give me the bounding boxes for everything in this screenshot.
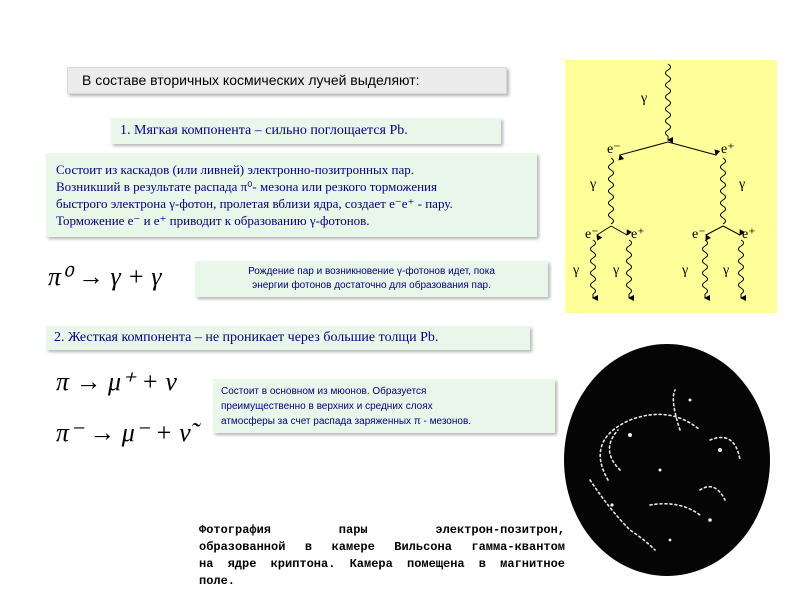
muon-note <box>213 379 555 433</box>
cascade-diagram <box>565 60 777 313</box>
cloud-chamber-photo-svg <box>560 340 775 580</box>
soft-component-box <box>111 118 501 144</box>
photo-caption-line: образованной в камере Вильсона гамма-квантом <box>199 540 565 554</box>
gamma-label: γ <box>682 263 689 278</box>
gamma-label: γ <box>573 263 580 278</box>
cascade-line: Торможение e⁻ и e⁺ приводит к образованию γ-фотонов. <box>56 213 370 228</box>
pair-production-note <box>195 261 548 297</box>
cascade-line: Состоит из каскадов (или ливней) электронно-позитронных пар. <box>56 162 414 177</box>
gamma-label: γ <box>613 263 620 278</box>
soft-component-label: 1. Мягкая компонента – сильно поглощается Pb. <box>120 123 408 138</box>
gamma-label: γ <box>739 177 746 192</box>
gamma-label: γ <box>590 177 597 192</box>
photon-line <box>666 64 671 136</box>
cloud-chamber-photo <box>560 340 775 580</box>
photo-caption-line: Фотография пары электрон-позитрон, <box>199 523 565 537</box>
gamma-label: γ <box>641 91 648 106</box>
cascade-diagram-svg <box>565 60 777 313</box>
photo-caption-line: поле. <box>199 574 236 588</box>
photo-caption-line: на ядре криптона. Камера помещена в магнитное <box>199 557 565 571</box>
slide-title: В составе вторичных космических лучей выделяют: <box>82 72 420 88</box>
electron-label: e⁻ <box>692 227 706 242</box>
electron-label: e⁻ <box>585 227 599 242</box>
slide-title-box <box>67 67 507 94</box>
electron-label: e⁻ <box>607 142 621 157</box>
cascade-line: Возникший в результате распада π⁰- мезона или резкого торможения <box>56 179 437 194</box>
hard-component-label: 2. Жесткая компонента – не проникает через большие толщи Pb. <box>54 330 439 345</box>
formula-pi0: π⁰ → γ + γ <box>48 262 162 291</box>
muon-note-line: Состоит в основном из мюонов. Образуется <box>221 386 427 397</box>
hard-component-box <box>46 326 530 350</box>
positron-label: e⁺ <box>631 227 645 242</box>
electron-track <box>620 142 668 155</box>
formula-pi-minus: π⁻ → μ⁻ + ν̃ <box>56 418 191 447</box>
muon-note-line: атмосферы за счет распада заряженных π - мезонов. <box>221 416 472 427</box>
pair-note-line: Рождение пар и возникновение γ-фотонов идет, пока <box>248 266 495 277</box>
positron-label: e⁺ <box>721 142 735 157</box>
cascade-description-box <box>46 153 537 237</box>
gamma-label: γ <box>723 263 730 278</box>
positron-track <box>668 142 716 155</box>
positron-label: e⁺ <box>742 227 756 242</box>
cascade-line: быстрого электрона γ-фотон, пролетая вблизи ядра, создает e⁻e⁺ - пару. <box>56 196 453 211</box>
muon-note-line: преимущественно в верхних и средних слоях <box>221 401 433 412</box>
pair-note-line: энергии фотонов достаточно для образования пар. <box>252 280 491 291</box>
formula-pi-plus: π → μ⁺ + ν <box>56 367 177 396</box>
